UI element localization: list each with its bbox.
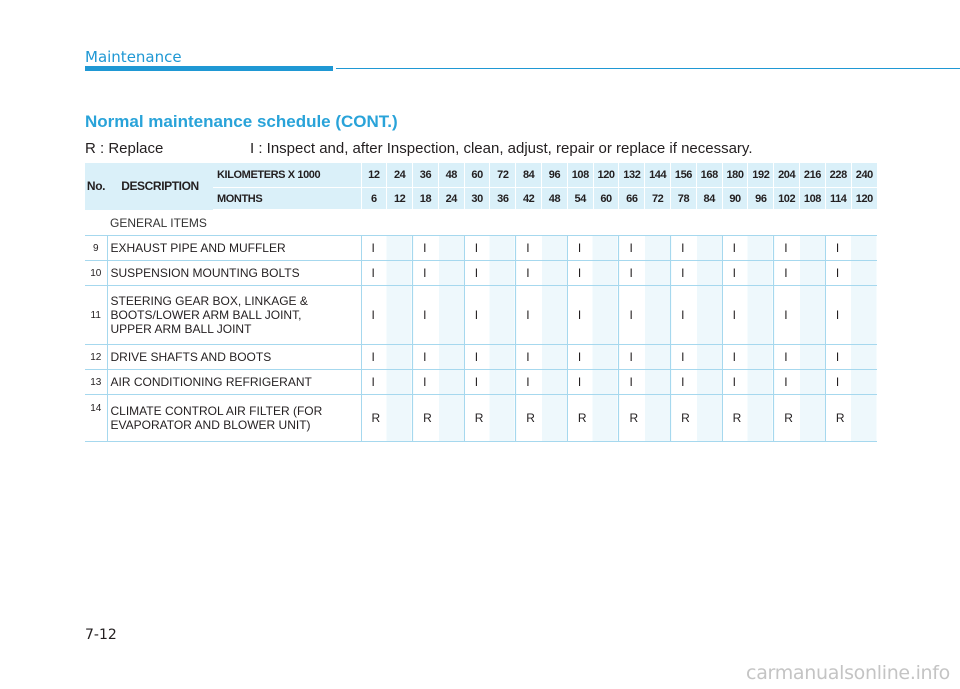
- schedule-value: I: [671, 345, 723, 370]
- schedule-value: R: [464, 395, 516, 442]
- schedule-value: I: [413, 345, 465, 370]
- schedule-value: I: [464, 345, 516, 370]
- item-description: [107, 395, 361, 442]
- schedule-value: I: [825, 261, 877, 286]
- schedule-value: R: [671, 395, 723, 442]
- item-description: [107, 370, 361, 395]
- km-value: 24: [387, 163, 413, 188]
- schedule-value: I: [825, 236, 877, 261]
- schedule-value: I: [567, 261, 619, 286]
- schedule-value: I: [464, 261, 516, 286]
- schedule-value: I: [619, 286, 671, 345]
- table-row: [85, 261, 877, 286]
- month-value: 60: [593, 188, 619, 211]
- col-header-no: No.: [85, 163, 107, 210]
- km-value: 60: [464, 163, 490, 188]
- legend-inspect: I : Inspect and, after Inspection, clean, adjust, repair or replace if necessary.: [250, 140, 753, 157]
- item-description: [107, 286, 361, 345]
- km-label: KILOMETERS X 1000: [213, 163, 361, 188]
- schedule-value: I: [567, 370, 619, 395]
- month-value: 18: [413, 188, 439, 211]
- schedule-value: I: [671, 370, 723, 395]
- schedule-value: I: [361, 345, 413, 370]
- schedule-value: I: [361, 236, 413, 261]
- schedule-value: I: [567, 345, 619, 370]
- description-line: BOOTS/LOWER ARM BALL JOINT,: [110, 308, 302, 322]
- table-row: [85, 286, 877, 345]
- item-number: 12: [85, 345, 107, 370]
- item-number: 11: [85, 286, 107, 345]
- months-label: MONTHS: [213, 188, 361, 211]
- month-value: 66: [619, 188, 645, 211]
- col-header-description: DESCRIPTION: [107, 163, 213, 210]
- schedule-value: R: [722, 395, 774, 442]
- schedule-value: R: [361, 395, 413, 442]
- schedule-value: I: [464, 286, 516, 345]
- schedule-value: I: [516, 261, 568, 286]
- schedule-value: I: [413, 286, 465, 345]
- table-row: [85, 236, 877, 261]
- description-line: STEERING GEAR BOX, LINKAGE &: [110, 294, 308, 308]
- km-value: 108: [567, 163, 593, 188]
- description-line: UPPER ARM BALL JOINT: [110, 322, 252, 336]
- km-value: 180: [722, 163, 748, 188]
- schedule-value: R: [825, 395, 877, 442]
- schedule-value: R: [516, 395, 568, 442]
- table-row: [85, 370, 877, 395]
- km-value: 228: [825, 163, 851, 188]
- month-value: 102: [774, 188, 800, 211]
- description-line: DRIVE SHAFTS AND BOOTS: [110, 350, 272, 364]
- item-description: [107, 236, 361, 261]
- schedule-value: I: [774, 370, 826, 395]
- schedule-value: I: [825, 345, 877, 370]
- month-value: 54: [567, 188, 593, 211]
- month-value: 84: [696, 188, 722, 211]
- group-label: GENERAL ITEMS: [85, 210, 877, 236]
- page-number: 7-12: [85, 627, 117, 643]
- schedule-value: R: [567, 395, 619, 442]
- schedule-value: I: [567, 236, 619, 261]
- schedule-value: I: [567, 286, 619, 345]
- item-description: [107, 261, 361, 286]
- schedule-value: I: [722, 236, 774, 261]
- schedule-value: I: [722, 261, 774, 286]
- schedule-value: I: [516, 286, 568, 345]
- section-label: Maintenance: [85, 48, 182, 66]
- km-value: 12: [361, 163, 387, 188]
- km-value: 132: [619, 163, 645, 188]
- schedule-value: I: [619, 345, 671, 370]
- month-value: 24: [438, 188, 464, 211]
- schedule-value: I: [825, 370, 877, 395]
- month-value: 96: [748, 188, 774, 211]
- schedule-value: I: [774, 261, 826, 286]
- item-number: 10: [85, 261, 107, 286]
- schedule-value: I: [619, 370, 671, 395]
- schedule-value: R: [619, 395, 671, 442]
- month-value: 30: [464, 188, 490, 211]
- month-value: 108: [800, 188, 826, 211]
- km-value: 36: [413, 163, 439, 188]
- item-description: [107, 345, 361, 370]
- schedule-value: I: [671, 261, 723, 286]
- schedule-value: I: [619, 236, 671, 261]
- km-value: 84: [516, 163, 542, 188]
- km-value: 96: [542, 163, 568, 188]
- month-value: 36: [490, 188, 516, 211]
- schedule-value: I: [619, 261, 671, 286]
- schedule-value: I: [464, 236, 516, 261]
- header-rule-thin: [336, 68, 960, 69]
- km-value: 72: [490, 163, 516, 188]
- schedule-value: I: [516, 345, 568, 370]
- month-value: 12: [387, 188, 413, 211]
- month-value: 72: [645, 188, 671, 211]
- description-line: SUSPENSION MOUNTING BOLTS: [110, 266, 300, 280]
- table-row: [85, 345, 877, 370]
- schedule-value: I: [671, 286, 723, 345]
- schedule-value: I: [722, 286, 774, 345]
- description-line: EVAPORATOR AND BLOWER UNIT): [110, 418, 311, 432]
- description-line: CLIMATE CONTROL AIR FILTER (FOR: [110, 404, 323, 418]
- schedule-value: I: [722, 370, 774, 395]
- schedule-value: I: [413, 236, 465, 261]
- schedule-value: I: [774, 286, 826, 345]
- month-value: 42: [516, 188, 542, 211]
- month-value: 120: [851, 188, 877, 211]
- km-value: 216: [800, 163, 826, 188]
- schedule-value: I: [361, 261, 413, 286]
- month-value: 114: [825, 188, 851, 211]
- schedule-value: I: [774, 236, 826, 261]
- km-value: 240: [851, 163, 877, 188]
- description-line: AIR CONDITIONING REFRIGERANT: [110, 375, 312, 389]
- maintenance-schedule-table: [85, 163, 877, 442]
- item-number: 14: [85, 395, 107, 442]
- legend-replace: R : Replace: [85, 140, 164, 157]
- schedule-value: I: [722, 345, 774, 370]
- km-value: 48: [438, 163, 464, 188]
- schedule-value: I: [774, 345, 826, 370]
- item-number: 9: [85, 236, 107, 261]
- schedule-value: I: [361, 286, 413, 345]
- km-value: 156: [671, 163, 697, 188]
- watermark: carmanualsonline.info: [746, 662, 950, 684]
- km-value: 168: [696, 163, 722, 188]
- description-line: EXHAUST PIPE AND MUFFLER: [110, 241, 286, 255]
- km-value: 204: [774, 163, 800, 188]
- schedule-value: I: [671, 236, 723, 261]
- schedule-value: I: [825, 286, 877, 345]
- schedule-value: R: [774, 395, 826, 442]
- header-rule-thick: [85, 66, 333, 71]
- month-value: 6: [361, 188, 387, 211]
- page-title: Normal maintenance schedule (CONT.): [85, 112, 398, 131]
- group-row: [85, 210, 877, 236]
- schedule-value: I: [516, 236, 568, 261]
- schedule-value: R: [413, 395, 465, 442]
- schedule-value: I: [413, 370, 465, 395]
- table-row: [85, 395, 877, 442]
- month-value: 90: [722, 188, 748, 211]
- month-value: 48: [542, 188, 568, 211]
- schedule-value: I: [464, 370, 516, 395]
- km-value: 120: [593, 163, 619, 188]
- item-number: 13: [85, 370, 107, 395]
- month-value: 78: [671, 188, 697, 211]
- header-row-km: [85, 163, 877, 188]
- schedule-value: I: [516, 370, 568, 395]
- schedule-value: I: [413, 261, 465, 286]
- km-value: 144: [645, 163, 671, 188]
- schedule-value: I: [361, 370, 413, 395]
- km-value: 192: [748, 163, 774, 188]
